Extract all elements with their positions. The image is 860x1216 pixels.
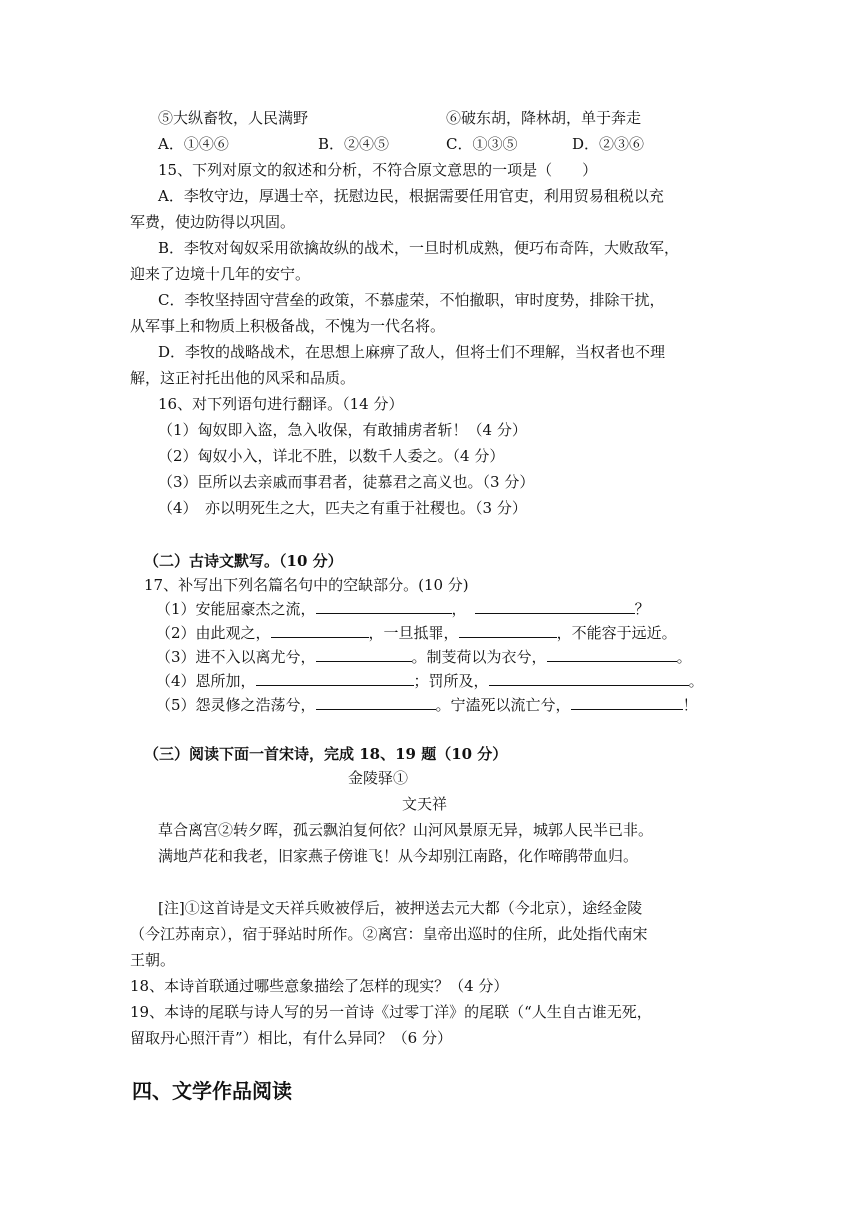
q17-line-2-text-a: （2）由此观之，	[156, 624, 271, 642]
q15-option-c-cont: 从军事上和物质上积极备战，不愧为一代名将。	[130, 317, 446, 335]
answer-blank[interactable]	[571, 693, 683, 710]
q19-line-2: 留取丹心照汗青”）相比，有什么异同？（6 分）	[130, 1029, 452, 1047]
poem-note-line-3: 王朝。	[130, 951, 176, 969]
q15-stem: 15、下列对原文的叙述和分析，不符合原文意思的一项是（ ）	[158, 161, 598, 179]
section2-title: （二）古诗文默写。（10 分）	[144, 552, 343, 570]
q19-line-1: 19、本诗的尾联与诗人写的另一首诗《过零丁洋》的尾联（“人生自古谁无死，	[130, 1003, 652, 1021]
q17-line-5-text-c: ！	[682, 696, 698, 714]
answer-blank[interactable]	[316, 597, 452, 614]
q17-line-5-text-b: 。宁溘死以流亡兮，	[435, 696, 571, 714]
q17-line-4-text-c: 。	[688, 672, 704, 690]
q16-item-2: （2）匈奴小入，详北不胜，以数千人委之。（4 分）	[158, 447, 505, 465]
q17-line-5-text-a: （5）怨灵修之浩荡兮，	[156, 696, 316, 714]
q15-option-a: A．李牧守边，厚遇士卒，抚慰边民，根据需要任用官吏，利用贸易租税以充	[158, 187, 664, 205]
section3-title: （三）阅读下面一首宋诗，完成 18、19 题（10 分）	[144, 745, 508, 763]
q14-option-d: D．②③⑥	[572, 135, 645, 153]
q15-option-c: C．李牧坚持固守营垒的政策，不慕虚荣，不怕撤职，审时度势，排除干扰，	[158, 291, 665, 309]
answer-blank[interactable]	[547, 645, 677, 662]
q15-option-b-cont: 迎来了边境十几年的安宁。	[130, 265, 311, 283]
q14-item5: ⑤大纵畜牧，人民满野	[158, 109, 309, 127]
q17-line-1-text-b: ，	[451, 600, 467, 618]
q17-line-1-text-c: ？	[634, 600, 650, 618]
poem-line-1: 草合离宫②转夕晖，孤云飘泊复何依？山河风景原无异，城郭人民半已非。	[158, 821, 654, 839]
q17-line-3	[156, 645, 692, 669]
q17-line-4-text-a: （4）恩所加，	[156, 672, 256, 690]
q17-line-3-text-b: 。制芰荷以为衣兮，	[411, 648, 547, 666]
q18: 18、本诗首联通过哪些意象描绘了怎样的现实？（4 分）	[130, 977, 509, 995]
q17-line-5	[156, 693, 698, 717]
q17-line-4	[156, 669, 704, 693]
q16-stem: 16、对下列语句进行翻译。（14 分）	[158, 395, 404, 413]
q17-line-2-text-c: ，不能容于远近。	[556, 624, 677, 642]
answer-blank[interactable]	[489, 669, 689, 686]
poem-note-line-2: （今江苏南京），宿于驿站时所作。②离宫：皇帝出巡时的住所，此处指代南宋	[130, 925, 648, 943]
section4-title: 四、文学作品阅读	[132, 1079, 292, 1103]
q17-line-1-text-a: （1）安能屈豪杰之流，	[156, 600, 316, 618]
poem-author: 文天祥	[402, 795, 448, 813]
q14-item6: ⑥破东胡，降林胡，单于奔走	[446, 109, 642, 127]
answer-blank[interactable]	[459, 621, 557, 638]
q14-option-a: A．①④⑥	[158, 135, 229, 153]
poem-title: 金陵驿①	[348, 769, 409, 787]
answer-blank[interactable]	[316, 645, 412, 662]
q16-item-1: （1）匈奴即入盗，急入收保，有敢捕虏者斩！（4 分）	[158, 421, 527, 439]
poem-line-2: 满地芦花和我老，旧家燕子傍谁飞！从今却别江南路，化作啼鹃带血归。	[158, 847, 639, 865]
q17-line-2	[156, 621, 677, 645]
q15-option-a-cont: 军费，使边防得以巩固。	[130, 213, 296, 231]
q17-line-1	[156, 597, 650, 621]
q17-line-4-text-b: ；罚所及，	[413, 672, 489, 690]
answer-blank[interactable]	[256, 669, 414, 686]
q15-option-d: D．李牧的战略战术，在思想上麻痹了敌人，但将士们不理解，当权者也不理	[158, 343, 666, 361]
q16-item-3: （3）臣所以去亲戚而事君者，徒慕君之高义也。（3 分）	[158, 473, 535, 491]
q14-option-b: B．②④⑤	[318, 135, 390, 153]
q17-line-2-text-b: ，一旦抵罪，	[368, 624, 459, 642]
q15-option-d-cont: 解，这正衬托出他的风采和品质。	[130, 369, 356, 387]
q16-item-4: （4） 亦以明死生之大，匹夫之有重于社稷也。（3 分）	[158, 499, 527, 517]
poem-note-line-1: [注]①这首诗是文天祥兵败被俘后，被押送去元大都（今北京），途经金陵	[158, 899, 643, 917]
answer-blank[interactable]	[271, 621, 369, 638]
q17-line-3-text-a: （3）进不入以离尤兮，	[156, 648, 316, 666]
answer-blank[interactable]	[475, 597, 635, 614]
q17-stem: 17、补写出下列名篇名句中的空缺部分。(10 分)	[144, 576, 469, 594]
q14-option-c: C．①③⑤	[446, 135, 518, 153]
q17-line-3-text-c: 。	[676, 648, 692, 666]
q15-option-b: B．李牧对匈奴采用欲擒故纵的战术，一旦时机成熟，便巧布奇阵，大败敌军，	[158, 239, 680, 257]
answer-blank[interactable]	[316, 693, 436, 710]
